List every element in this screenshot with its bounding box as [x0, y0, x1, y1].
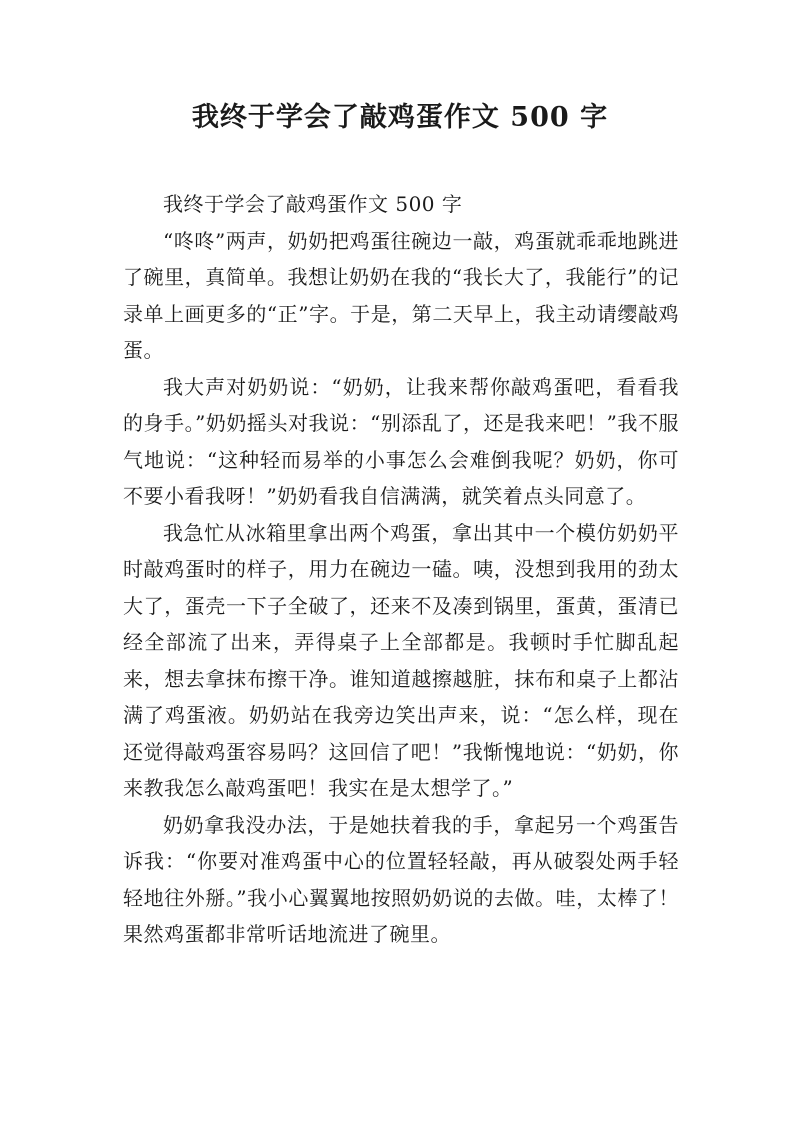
paragraph: 我急忙从冰箱里拿出两个鸡蛋，拿出其中一个模仿奶奶平时敲鸡蛋时的样子，用力在碗边一磕。咦，没想到我用的劲太大了，蛋壳一下子全破了，还来不及凑到锅里，蛋黄，蛋清已经全部流了出来，弄得桌子上全部都是。我顿时手忙脚乱起来，想去拿抹布擦干净。谁知道越擦越脏，抹布和桌子上都沾满了鸡蛋液。奶奶站在我旁边笑出声来，说：“怎么样，现在还觉得敲鸡蛋容易吗？这回信了吧！”我惭愧地说：“奶奶，你来教我怎么敲鸡蛋吧！我实在是太想学了。”: [123, 520, 679, 800]
paragraph: 奶奶拿我没办法，于是她扶着我的手，拿起另一个鸡蛋告诉我：“你要对准鸡蛋中心的位置轻轻敲，再从破裂处两手轻轻地往外掰。”我小心翼翼地按照奶奶说的去做。哇，太棒了！果然鸡蛋都非常听话地流进了碗里。: [123, 812, 679, 946]
paragraph: 我大声对奶奶说：“奶奶，让我来帮你敲鸡蛋吧，看看我的身手。”奶奶摇头对我说：“别添乱了，还是我来吧！”我不服气地说：“这种轻而易举的小事怎么会难倒我呢？奶奶，你可不要小看我呀！”奶奶看我自信满满，就笑着点头同意了。: [123, 374, 679, 508]
document-subtitle: 我终于学会了敲鸡蛋作文 500 字: [163, 192, 463, 216]
document-title: 我终于学会了敲鸡蛋作文 500 字: [191, 102, 609, 133]
paragraph: “咚咚”两声，奶奶把鸡蛋往碗边一敲，鸡蛋就乖乖地跳进了碗里，真简单。我想让奶奶在我的“我长大了，我能行”的记录单上画更多的“正”字。于是，第二天早上，我主动请缨敲鸡蛋。: [123, 228, 679, 362]
document-body: [123, 186, 679, 953]
